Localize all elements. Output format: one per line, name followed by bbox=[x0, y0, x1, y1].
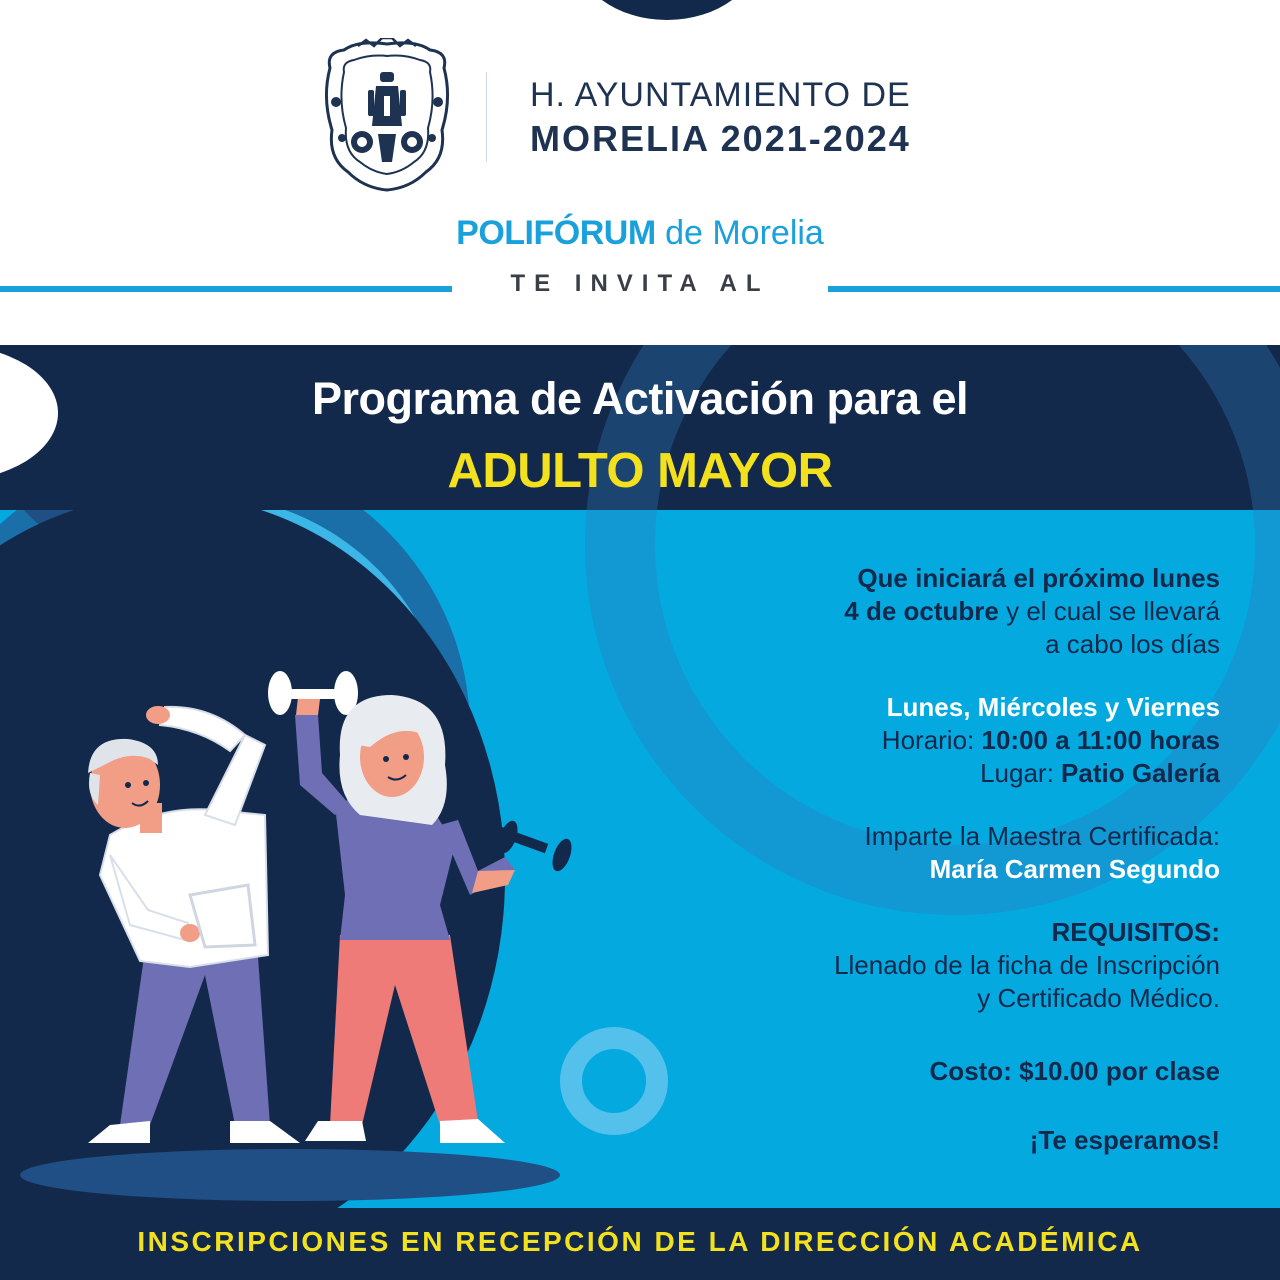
header-divider bbox=[486, 72, 487, 162]
requirements-line2: y Certificado Médico. bbox=[977, 983, 1220, 1013]
footer-text: INSCRIPCIONES EN RECEPCIÓN DE LA DIRECCIÓN ACADÉMICA bbox=[137, 1226, 1143, 1257]
headline-line1: Programa de Activación para el bbox=[311, 373, 969, 424]
senior-man-figure bbox=[0, 655, 300, 1215]
senior-woman-figure bbox=[268, 671, 575, 1143]
intro-line1: Que iniciará el próximo lunes bbox=[857, 563, 1220, 593]
invite-text: TE INVITA AL bbox=[510, 270, 770, 297]
event-details bbox=[600, 562, 1220, 1157]
intro-line3: a cabo los días bbox=[1045, 629, 1220, 659]
header bbox=[0, 0, 1280, 345]
place-value: Patio Galería bbox=[1061, 758, 1220, 788]
schedule-value: 10:00 a 11:00 horas bbox=[981, 725, 1220, 755]
seniors-exercising-illustration bbox=[0, 655, 620, 1215]
requirements-line1: Llenado de la ficha de Inscripción bbox=[834, 950, 1220, 980]
schedule-label: Horario: bbox=[881, 725, 982, 755]
footer-banner bbox=[0, 1208, 1280, 1280]
teacher-label: Imparte la Maestra Certificada: bbox=[864, 821, 1220, 851]
intro-line2 bbox=[600, 595, 1220, 628]
morelia-coat-of-arms-logo bbox=[318, 38, 456, 194]
place-label: Lugar: bbox=[980, 758, 1062, 788]
requirements-title: REQUISITOS: bbox=[1051, 917, 1220, 947]
org-name-line1: H. AYUNTAMIENTO DE bbox=[530, 76, 911, 114]
venue-title bbox=[0, 214, 1280, 253]
teacher-name: María Carmen Segundo bbox=[929, 854, 1220, 884]
closing-text: ¡Te esperamos! bbox=[1029, 1125, 1220, 1155]
main-panel bbox=[0, 345, 1280, 1280]
headline-line2: ADULTO MAYOR bbox=[447, 444, 833, 498]
days: Lunes, Miércoles y Viernes bbox=[886, 692, 1220, 722]
intro-line2-rest: y el cual se llevará bbox=[998, 596, 1220, 626]
place-line bbox=[600, 757, 1220, 790]
intro-date: 4 de octubre bbox=[844, 596, 999, 626]
cost: Costo: $10.00 por clase bbox=[929, 1056, 1220, 1086]
venue-name-rest: de Morelia bbox=[655, 214, 824, 252]
venue-name-strong: POLIFÓRUM bbox=[456, 214, 656, 252]
org-name-line2: MORELIA 2021-2024 bbox=[530, 118, 911, 159]
schedule-line bbox=[600, 724, 1220, 757]
